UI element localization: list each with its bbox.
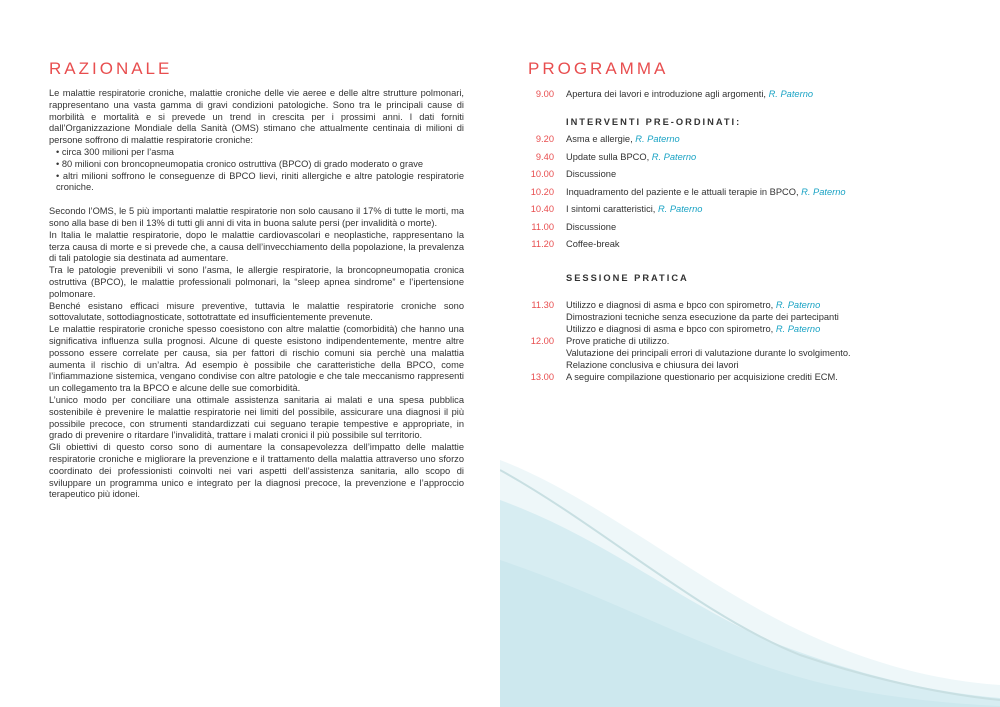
activity-text: Apertura dei lavori e introduzione agli argomenti, (566, 89, 769, 99)
paragraph: Tra le patologie prevenibili vi sono l’asma, le allergie respiratorie, la broncopneumopatia cronica ostruttiva (BPCO), le malattie professionali polmonari, la “sleep apnea sindrome” e l’ipertensione polmonare. (49, 265, 464, 299)
schedule-row (528, 149, 958, 167)
schedule-activity (566, 201, 702, 219)
activity-text: Update sulla BPCO, (566, 151, 652, 162)
schedule-time: 12.00 (530, 336, 554, 346)
schedule-time: 9.00 (535, 89, 554, 99)
razionale-column (49, 58, 464, 501)
schedule-row (528, 86, 958, 104)
section-heading: INTERVENTI PRE-ORDINATI: (566, 116, 742, 127)
schedule-activity (566, 236, 620, 254)
programma-title: PROGRAMMA (528, 59, 669, 78)
decorative-wave (500, 430, 1000, 707)
activity-text: Valutazione dei principali errori di valutazione durante lo svolgimento. (566, 348, 851, 358)
razionale-title: RAZIONALE (49, 59, 173, 78)
schedule-time: 9.40 (535, 151, 554, 162)
section-heading: SESSIONE PRATICA (566, 272, 689, 283)
paragraph: Benché esistano efficaci misure preventive, tuttavia le malattie respiratorie croniche sono sottovalutate, sottodiagnosticate, sottotrattate ed insufficientemente prevenute. (49, 300, 464, 323)
schedule-activity (566, 166, 616, 184)
speaker-name: R. Paterno (651, 151, 697, 162)
activity-text: Relazione conclusiva e chiusura dei lavori (566, 360, 739, 370)
schedule-row (528, 166, 958, 184)
schedule-time (528, 311, 554, 323)
schedule-row (528, 335, 958, 347)
activity-text: Inquadramento del paziente e le attuali terapie in BPCO, (566, 186, 802, 197)
activity-text: Utilizzo e diagnosi di asma e bpco con spirometro, (566, 300, 776, 310)
schedule-activity (566, 335, 669, 347)
schedule-time: 13.00 (530, 372, 554, 382)
paragraph: In Italia le malattie respiratorie, dopo le malattie cardiovascolari e neoplastiche, rappresentano la terza causa di morte e si prevede che, a causa dell’invecchiamento della popolazione, la prevalenza di tali patologie sia destinata ad aumentare. (49, 229, 464, 264)
schedule-time: 10.20 (530, 186, 554, 197)
schedule-activity (566, 131, 680, 149)
schedule-activity (566, 323, 820, 335)
speaker-name: R. Paterno (657, 204, 703, 214)
bullet-list (49, 147, 464, 194)
activity-text: Asma e allergie, (566, 134, 636, 144)
schedule-activity (566, 347, 851, 359)
schedule-row (528, 347, 958, 359)
activity-text: Prove pratiche di utilizzo. (566, 336, 670, 346)
schedule-time: 11.00 (531, 221, 554, 232)
activity-text: Discussione (566, 221, 617, 232)
paragraph: Le malattie respiratorie croniche spesso coesistono con altre malattie (comorbidità) che hanno una significativa influenza sulla prognosi. Alcune di queste esistono indipendentemente, mentre altre possono essere correlate per causa, sia per fattori di rischio comuni sia perchè una malattia aumenta il rischio di un’altra. Ad esempio è possibile che caratteristiche della BPCO, come l’infiammazione sistemica, vengano condivise con altre patologie e che tale meccanismo rappresenti un collegamento tra la BPCO e alcune delle sue comorbidità. (49, 324, 464, 394)
paragraph: Gli obiettivi di questo corso sono di aumentare la consapevolezza dell’impatto delle malattie respiratorie croniche e migliorare la prevenzione e il trattamento della malattia attraverso uno sforzo coordinato dei professionisti coinvolti nei vari aspetti dell’assistenza sanitaria, allo scopo di sviluppare un programma unico e integrato per la diagnosi precoce, la prevenzione e l’approccio terapeutico più idonei. (49, 442, 464, 500)
paragraph: Le malattie respiratorie croniche, malattie croniche delle vie aeree e delle altre strutture polmonari, rappresentano una vasta gamma di gravi condizioni patologiche. Sono tra le principali cause di morbilità e mortalità e si prevede un trend in crescita per i prossimi anni. I dati forniti dall’Organizzazione Mondiale della Sanità (OMS) stimano che attualmente centinaia di milioni di persone soffrono di malattie respiratorie croniche: (49, 88, 464, 146)
schedule-activity (566, 86, 813, 104)
speaker-name: R. Paterno (635, 134, 680, 144)
activity-text: I sintomi caratteristici, (566, 204, 658, 214)
schedule-row (528, 299, 958, 311)
schedule-time: 10.40 (530, 204, 554, 214)
paragraph: Secondo l’OMS, le 5 più importanti malattie respiratorie non solo causano il 17% di tutte le morti, ma sono alla base di ben il 13% di tutti gli anni di vita in buona salute persi (per invalidità o morte). (49, 206, 464, 228)
schedule-row (528, 131, 958, 149)
schedule-row (528, 236, 958, 254)
schedule-time: 11.20 (531, 239, 554, 249)
schedule-activity (566, 219, 616, 237)
speaker-name: R. Paterno (768, 89, 814, 99)
schedule-row (528, 371, 958, 383)
schedule-activity (566, 149, 696, 167)
schedule-row (528, 323, 958, 335)
schedule-time: 9.20 (535, 134, 554, 144)
schedule-time (528, 359, 554, 371)
speaker-name: R. Paterno (775, 324, 821, 334)
schedule-activity (566, 184, 846, 202)
activity-text: Dimostrazioni tecniche senza esecuzione da parte dei partecipanti (566, 312, 839, 322)
list-item: • circa 300 milioni per l’asma (56, 147, 464, 159)
schedule-activity (566, 299, 820, 311)
schedule-time: 11.30 (531, 300, 554, 310)
schedule-row (528, 359, 958, 371)
activity-text: Utilizzo e diagnosi di asma e bpco con spirometro, (566, 324, 776, 334)
schedule-time (528, 323, 554, 335)
activity-text: Discussione (566, 169, 617, 179)
schedule-row (528, 184, 958, 202)
session-list (528, 131, 958, 254)
speaker-name: R. Paterno (775, 300, 821, 310)
list-item: • altri milioni soffrono le conseguenze di BPCO lievi, riniti allergiche e altre patologie respiratorie croniche. (56, 171, 464, 195)
programma-column (528, 58, 958, 383)
session-list (528, 299, 958, 383)
schedule-row (528, 201, 958, 219)
paragraph: L’unico modo per conciliare una ottimale assistenza sanitaria ai malati e una spesa pubblica sostenibile è prevenire le malattie respiratorie nei limiti del possibile, assicurare una diagnosi il più possibile precoce, con strumenti standardizzati cui seguano terapie tempestive e appropriate, in grado di prevenire o ritardare l’invalidità, trattare i malati cronici il più possibile sul territorio. (49, 394, 464, 441)
schedule-activity (566, 371, 838, 383)
schedule-time (528, 347, 554, 359)
activity-text: A seguire compilazione questionario per acquisizione crediti ECM. (566, 372, 838, 382)
activity-text: Coffee-break (566, 239, 620, 249)
schedule-activity (566, 359, 739, 371)
schedule-row (528, 311, 958, 323)
list-item: • 80 milioni con broncopneumopatia cronico ostruttiva (BPCO) di grado moderato o grave (56, 159, 464, 171)
razionale-text (49, 88, 464, 501)
schedule-activity (566, 311, 839, 323)
schedule (528, 86, 958, 383)
schedule-time: 10.00 (530, 169, 554, 179)
schedule-row (528, 219, 958, 237)
speaker-name: R. Paterno (801, 186, 846, 197)
